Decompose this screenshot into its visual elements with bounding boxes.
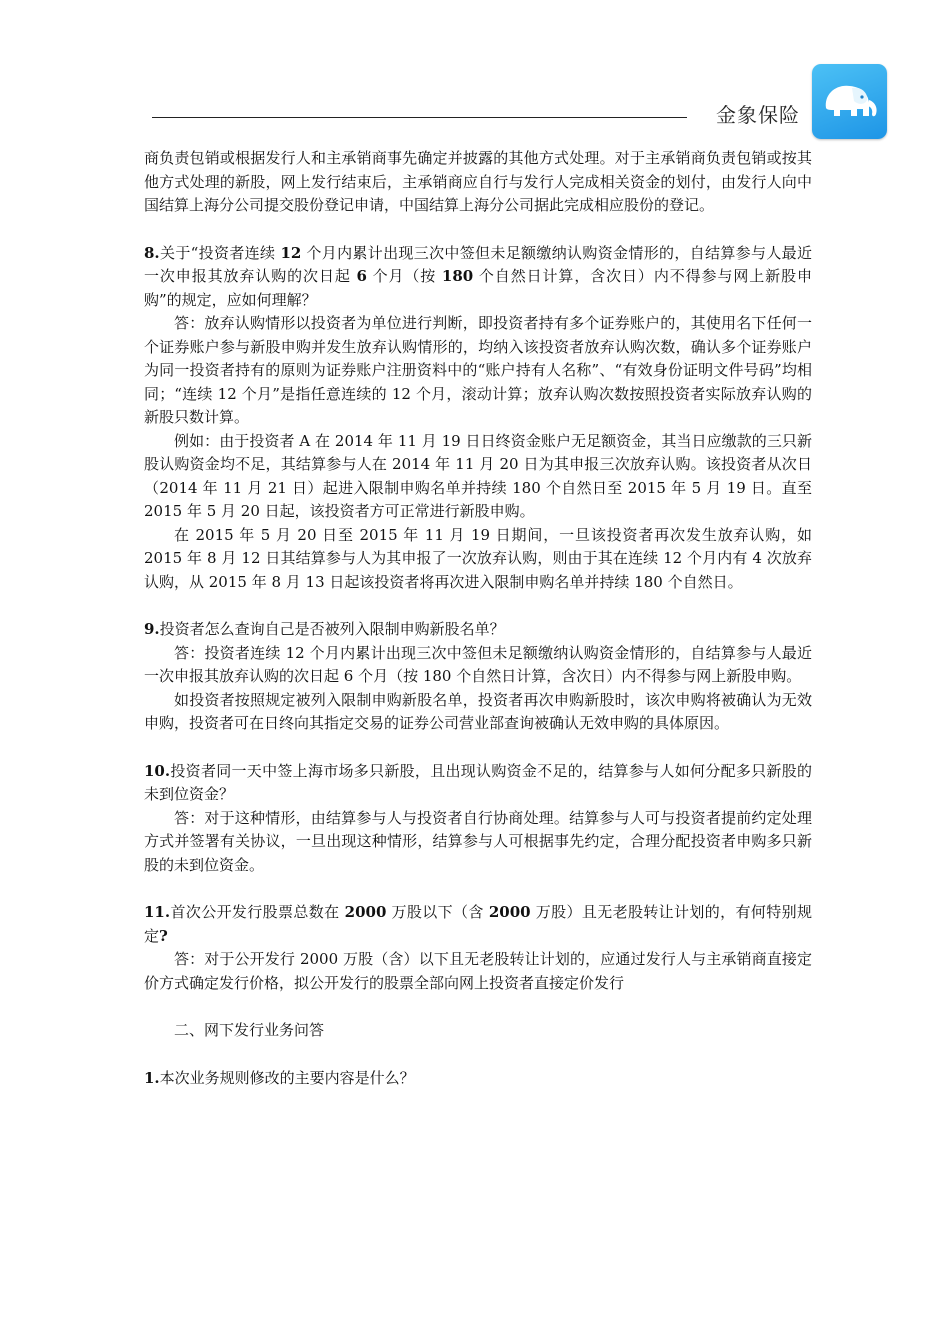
answer-8-p2: 例如：由于投资者 A 在 2014 年 11 月 19 日日终资金账户无足额资金，其当日应缴款的三只新股认购资金均不足，其结算参与人在 2014 年 11 月 20 日为其申报三次放弃认购。该投资者从次日（2014 年 11 月 21 日）起进入限制申购名单并持续 180 个自然日至 2015 年 5 月 19 日。直至 2015 年 5 月 20 日起，该投资者方可正常进行新股申购。 [144, 431, 812, 520]
brand-name: 金象保险 [716, 103, 800, 127]
elephant-icon [812, 64, 887, 139]
answer-8-p3: 在 2015 年 5 月 20 日至 2015 年 11 月 19 日期间，一旦该投资者再次发生放弃认购，如 2015 年 8 月 12 日其结算参与人为其申报了一次放弃认购，则由于其在连续 12 个月内有 4 次放弃认购，从 2015 年 8 月 13 日起该投资者将再次进入限制申购名单并持续 180 个自然日。 [144, 525, 812, 591]
answer-9-p2: 如投资者按照规定被列入限制申购新股名单，投资者再次申购新股时，该次申购将被确认为无效申购，投资者可在日终向其指定交易的证券公司营业部查询被确认无效申购的具体原因。 [144, 690, 812, 732]
question-11: 11.首次公开发行股票总数在 2000 万股以下（含 2000 万股）且无老股转让计划的，有何特别规定? [144, 903, 812, 945]
answer-8-p1: 答：放弃认购情形以投资者为单位进行判断，即投资者持有多个证券账户的，其使用名下任何一个证券账户参与新股申购并发生放弃认购情形的，均纳入该投资者放弃认购次数，确认多个证券账户为同一投资者持有的原则为证券账户注册资料中的“账户持有人名称”、“有效身份证明文件号码”均相同；“连续 12 个月”是指任意连续的 12 个月，滚动计算；放弃认购次数按照投资者实际放弃认购的新股只数计算。 [144, 314, 812, 426]
answer-11-p1: 答：对于公开发行 2000 万股（含）以下且无老股转让计划的，应通过发行人与主承销商直接定价方式确定发行价格，拟公开发行的股票全部向网上投资者直接定价发行 [144, 950, 812, 992]
question-9: 9.投资者怎么查询自己是否被列入限制申购新股名单？ [144, 620, 505, 638]
header-rule [152, 117, 687, 118]
section2-question-1: 1.本次业务规则修改的主要内容是什么？ [144, 1068, 415, 1087]
question-10: 10.投资者同一天中签上海市场多只新股，且出现认购资金不足的，结算参与人如何分配多只新股的未到位资金？ [144, 761, 812, 803]
paragraph-continuation: 商负责包销或根据发行人和主承销商事先确定并披露的其他方式处理。对于主承销商负责包销或按其他方式处理的新股，网上发行结束后，主承销商应自行与发行人完成相关资金的划付，由发行人向中国结算上海分公司提交股份登记申请，中国结算上海分公司据此完成相应股份的登记。 [144, 149, 812, 214]
question-8: 8.关于“投资者连续 12 个月内累计出现三次中签但未足额缴纳认购资金情形的，自结算参与人最近一次申报其放弃认购的次日起 6 个月（按 180 个自然日计算，含次日）内不得参与网上新股申购”的规定，应如何理解？ [144, 243, 812, 309]
section-heading: 二、网下发行业务问答 [174, 1021, 325, 1039]
answer-9-p1: 答：投资者连续 12 个月内累计出现三次中签但未足额缴纳认购资金情形的，自结算参与人最近一次申报其放弃认购的次日起 6 个月（按 180 个自然日计算，含次日）内不得参与网上新股申购。 [144, 643, 812, 685]
document-body [144, 147, 812, 1090]
answer-10-p1: 答：对于这种情形，由结算参与人与投资者自行协商处理。结算参与人可与投资者提前约定处理方式并签署有关协议，一旦出现这种情形，结算参与人可根据事先约定，合理分配投资者申购多只新股的未到位资金。 [144, 808, 812, 874]
